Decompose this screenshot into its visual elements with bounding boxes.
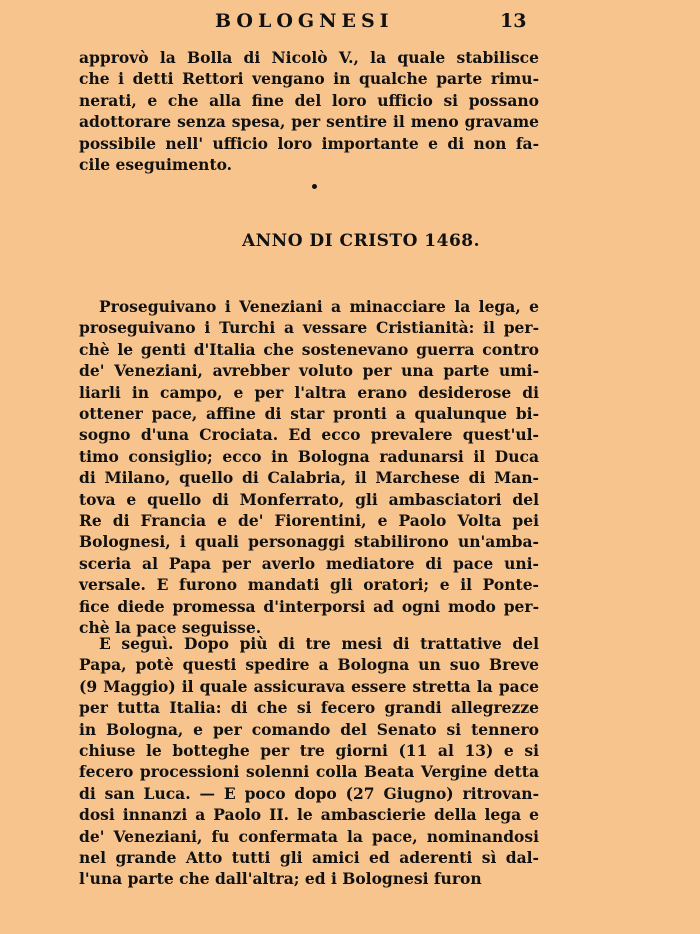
text-line: versale. E furono mandati gli oratori; e il Ponte- (79, 575, 539, 595)
text-line: proseguivano i Turchi a vessare Cristianità: il per- (79, 318, 539, 338)
text-line: per tutta Italia: di che si fecero grandi allegrezze (79, 698, 539, 718)
text-line: di Milano, quello di Calabria, il Marchese di Man- (79, 468, 539, 488)
text-line: sceria al Papa per averlo mediatore di pace uni- (79, 553, 539, 573)
text-line: ottener pace, affine di star pronti a qualunque bi- (79, 404, 539, 423)
text-line: (9 Maggio) il quale assicurava essere stretta la pace (79, 676, 539, 696)
text-line: cile eseguimento. (79, 155, 233, 174)
page-number: 13 (500, 10, 527, 32)
page-header (0, 10, 700, 36)
running-title: BOLOGNESI (215, 10, 394, 32)
text-line: de' Veneziani, avrebber voluto per una parte umi- (79, 361, 539, 381)
text-line: di san Luca. — E poco dopo (27 Giugno) ritrovan- (79, 783, 539, 803)
text-line: liarli in campo, e per l'altra erano desiderose di (79, 382, 539, 402)
text-line: chè le genti d'Italia che sostenevano guerra contro (79, 339, 539, 359)
text-line: chiuse le botteghe per tre giorni (11 al 13) e si (79, 741, 539, 760)
text-line: E seguì. Dopo più di tre mesi di trattative del (99, 634, 539, 653)
text-line: approvò la Bolla di Nicolò V., la quale stabilisce (79, 48, 539, 67)
divider-dot (312, 184, 317, 189)
text-line: Proseguivano i Veneziani a minacciare la lega, e (99, 297, 539, 316)
text-line: Papa, potè questi spedire a Bologna un suo Breve (79, 655, 539, 675)
text-line: chè la pace seguisse. (79, 618, 262, 637)
text-line: fecero processioni solenni colla Beata Vergine detta (79, 762, 539, 782)
text-line: in Bologna, e per comando del Senato si tennero (79, 719, 539, 739)
text-line: Bolognesi, i quali personaggi stabilirono un'amba- (79, 532, 539, 552)
text-line: possibile nell' ufficio loro importante e di non fa- (79, 133, 539, 153)
text-line: tova e quello di Monferrato, gli ambasciatori del (79, 489, 539, 509)
text-line: Re di Francia e de' Fiorentini, e Paolo Volta pei (79, 511, 539, 530)
text-line: che i detti Rettori vengano in qualche parte rimu- (79, 69, 539, 89)
text-line: timo consiglio; ecco in Bologna radunarsi il Duca (79, 446, 539, 466)
text-line: adottorare senza spesa, per sentire il meno gravame (79, 112, 539, 132)
section-heading: ANNO DI CRISTO 1468. (241, 231, 481, 251)
text-line: dosi innanzi a Paolo II. le ambascierie della lega e (79, 805, 539, 825)
text-line: sogno d'una Crociata. Ed ecco prevalere quest'ul- (79, 425, 539, 445)
text-line: fice diede promessa d'interporsi ad ogni modo per- (79, 596, 539, 616)
text-line: nerati, e che alla fine del loro ufficio si possano (79, 90, 539, 110)
text-line: nel grande Atto tutti gli amici ed aderenti sì dal- (79, 848, 539, 867)
text-line: de' Veneziani, fu confermata la pace, nominandosi (79, 826, 539, 846)
text-line: l'una parte che dall'altra; ed i Bolognesi furon (79, 869, 482, 889)
